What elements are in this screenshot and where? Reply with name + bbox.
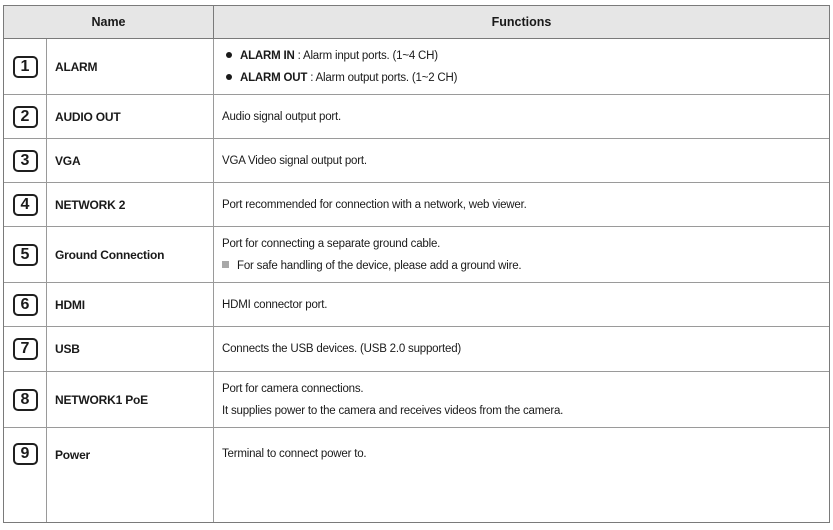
header-name: Name <box>4 6 214 38</box>
table-row <box>4 283 829 327</box>
table-header <box>4 6 829 39</box>
row-name: ALARM <box>47 39 214 94</box>
row-functions: Audio signal output port. <box>222 110 342 123</box>
number-badge: 7 <box>13 338 38 360</box>
row-functions: VGA Video signal output port. <box>222 154 367 167</box>
row-name: NETWORK1 PoE <box>47 372 214 427</box>
number-badge: 8 <box>13 389 38 411</box>
number-badge: 3 <box>13 150 38 172</box>
row-functions: Port for connecting a separate ground cable. For safe handling of the device, please add a ground wire. <box>214 227 829 282</box>
number-badge: 5 <box>13 244 38 266</box>
row-name: VGA <box>47 139 214 182</box>
table-row <box>4 372 829 428</box>
bullet-line: ALARM IN : Alarm input ports. (1~4 CH) <box>222 45 829 67</box>
number-badge: 2 <box>13 106 38 128</box>
row-name: NETWORK 2 <box>47 183 214 226</box>
table-row <box>4 327 829 372</box>
row-functions: Terminal to connect power to. <box>222 448 367 460</box>
row-functions: Connects the USB devices. (USB 2.0 supported) <box>222 343 462 355</box>
row-name: AUDIO OUT <box>47 95 214 138</box>
table-row <box>4 227 829 283</box>
note-icon <box>222 261 229 268</box>
row-functions <box>214 39 829 94</box>
header-functions: Functions <box>491 15 552 29</box>
table-row <box>4 39 829 95</box>
table-row <box>4 183 829 227</box>
number-badge: 1 <box>13 56 38 78</box>
number-badge: 6 <box>13 294 38 316</box>
bullet-icon <box>226 52 232 58</box>
table-row <box>4 139 829 183</box>
row-functions: HDMI connector port. <box>222 298 328 311</box>
row-name: HDMI <box>47 283 214 326</box>
bullet-line: ALARM OUT : Alarm output ports. (1~2 CH) <box>222 67 829 89</box>
row-functions: Port recommended for connection with a network, web viewer. <box>222 198 527 211</box>
note-line: For safe handling of the device, please add a ground wire. <box>222 255 829 277</box>
number-badge: 4 <box>13 194 38 216</box>
row-name: Ground Connection <box>47 227 214 282</box>
number-badge: 9 <box>13 443 38 465</box>
table-row <box>4 95 829 139</box>
table-row <box>4 428 829 522</box>
row-name: Power <box>47 428 214 522</box>
row-name: USB <box>47 327 214 371</box>
row-functions: Port for camera connections. It supplies power to the camera and receives videos from the camera. <box>222 382 564 417</box>
bullet-icon <box>226 74 232 80</box>
ports-table <box>3 5 830 523</box>
